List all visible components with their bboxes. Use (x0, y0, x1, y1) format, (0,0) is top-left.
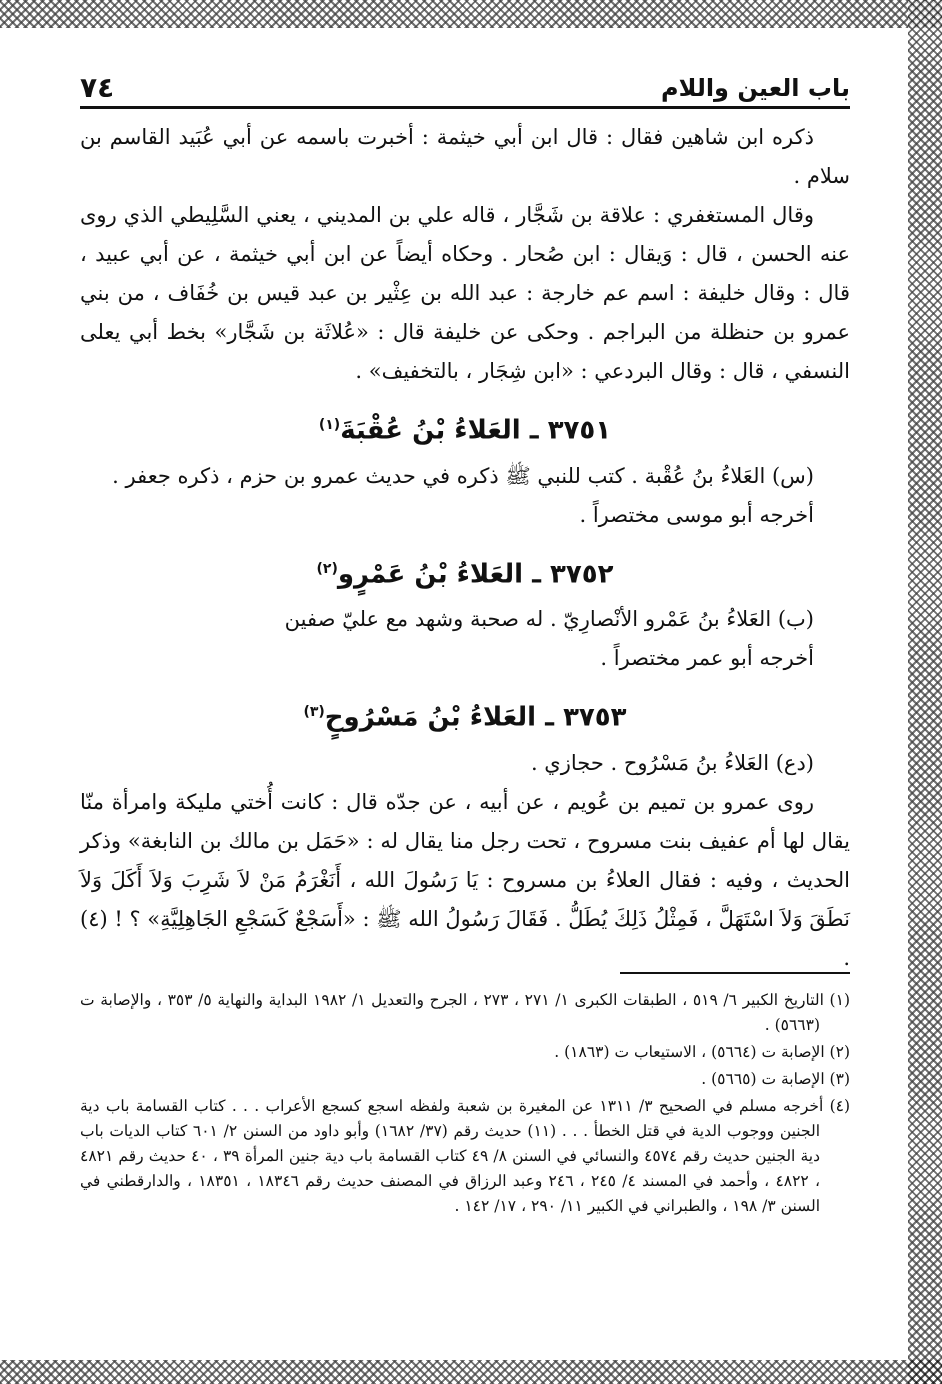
entry-line: (دع) العَلاءُ بنُ مَسْرُوح . حجازي . (530, 750, 814, 775)
footnote-ref: (١) (318, 417, 341, 433)
entry-heading-3751 (80, 403, 850, 453)
entry-line: (س) العَلاءُ بنُ عُقْبة . كتب للنبي ﷺ ذكره في حديث عمرو بن حزم ، ذكره جعفر . (112, 463, 814, 488)
entry-line: (ب) العَلاءُ بنُ عَمْرو الأنْصارِيّ . له صحبة وشهد مع عليّ صفين (284, 607, 814, 632)
footnote-divider (620, 972, 850, 974)
main-text (80, 118, 850, 978)
entry-line: أخرجه أبو عمر مختصراً . (600, 646, 814, 671)
entry-heading-text: ٣٧٥٢ ـ العَلاءُ بْنُ عَمْرٍو (337, 559, 614, 590)
footnotes (80, 988, 850, 1221)
intro-paragraph-2: وقال المستغفري : علاقة بن شَجَّار ، قاله علي بن المديني ، يعني السَّلِيطي الذي روى عنه الحسن ، قال : وَيقال : ابن صُحار . وحكاه أيضاً عن ابن أبي خيثمة ، عن أبي عبيد ، قال : وقال خليفة : اسم عم خارجة : عبد الله بن عِثْير بن عبد قيس بن خُفَاف ، من بني عمرو بن حنظلة من البراجم . وحكى عن خليفة قال : «عُلاثَة بن شَجَّار» بخط أبي يعلى النسفي ، قال : وقال البردعي : «ابن شِجَار ، بالتخفيف» . (80, 203, 850, 383)
page-number: ٧٤ (80, 71, 115, 104)
page-header (80, 62, 850, 109)
entry-heading-3752 (80, 547, 850, 597)
footnote-ref: (٢) (316, 560, 338, 577)
footnote-1: (١) التاريخ الكبير ٦/ ٥١٩ ، الطبقات الكبرى ١/ ٢٧١ ، ٢٧٣ ، الجرح والتعديل ١/ ١٩٨٢ البداية والنهاية ٥/ ٣٥٣ ، والإصابة ت (٥٦٦٣) . (80, 991, 850, 1034)
book-page (80, 0, 850, 1384)
entry-heading-text: ٣٧٥٣ ـ العَلاءُ بْنُ مَسْرُوحٍ (324, 702, 627, 733)
footnote-3: (٣) الإصابة ت (٥٦٦٥) . (701, 1070, 850, 1088)
footnote-2: (٢) الإصابة ت (٥٦٦٤) ، الاستيعاب ت (١٨٦٣) . (554, 1043, 850, 1061)
entry-line: روى عمرو بن تميم بن عُويم ، عن أبيه ، عن جدّه قال : كانت أُختي مليكة وامرأة منّا يقال لها أم عفيف بنت مسروح ، تحت رجل منا يقال له : «حَمَل بن مالك بن النابغة» وذكر الحديث ، وفيه : فقال العلاءُ بن مسروح : يَا رَسُولَ الله ، أَنَغْرَمُ مَنْ لاَ شَرِبَ وَلاَ أَكَلَ وَلاَ نَطَقَ وَلاَ اسْتَهَلَّ ، فَمِثْلُ ذَلِكَ يُطَلُّ . فَقَالَ رَسُولُ الله ﷺ : «أَسَجْعٌ كَسَجْعِ الجَاهِلِيَّةِ» ؟ ! (٤) . (80, 789, 850, 970)
footnote-4: (٤) أخرجه مسلم في الصحيح ٣/ ١٣١١ عن المغيرة بن شعبة ولفظه اسجع كسجع الأعراب . . . كتاب القسامة باب دية الجنين ووجوب الدية في قتل الخطأ . . . (١١) حديث رقم (٣٧/ ١٦٨٢) وأبو داود من السنن ٢/ ٦٠١ كتاب الديات باب دية الجنين حديث رقم ٤٥٧٤ والنسائي في السنن ٨/ ٤٩ كتاب القسامة باب دية جنين المرأة ٣٩ ، ٤٠ حديث رقم ٤٨٢١ ، ٤٨٢٢ ، وأحمد في المسند ٤/ ٢٤٥ ، ٢٤٦ وعبد الرزاق في المصنف حديث رقم ١٨٣٤٦ ، ١٨٣٥١ ، والدارقطني في السنن ٣/ ١٩٨ ، والطبراني في الكبير ١١/ ٢٩٠ ، ١٧/ ١٤٢ . (80, 1097, 851, 1215)
intro-paragraph-1: ذكره ابن شاهين فقال : قال ابن أبي خيثمة : أخبرت باسمه عن أبي عُبَيد القاسم بن سلام . (80, 125, 850, 188)
decorative-border-right (908, 0, 942, 1384)
entry-heading-text: ٣٧٥١ ـ العَلاءُ بْنُ عُقْبَةَ (340, 415, 612, 446)
entry-heading-3753 (80, 690, 850, 740)
section-title: باب العين واللام (661, 74, 850, 102)
entry-line: أخرجه أبو موسى مختصراً . (579, 502, 814, 527)
footnote-ref: (٣) (303, 704, 325, 721)
